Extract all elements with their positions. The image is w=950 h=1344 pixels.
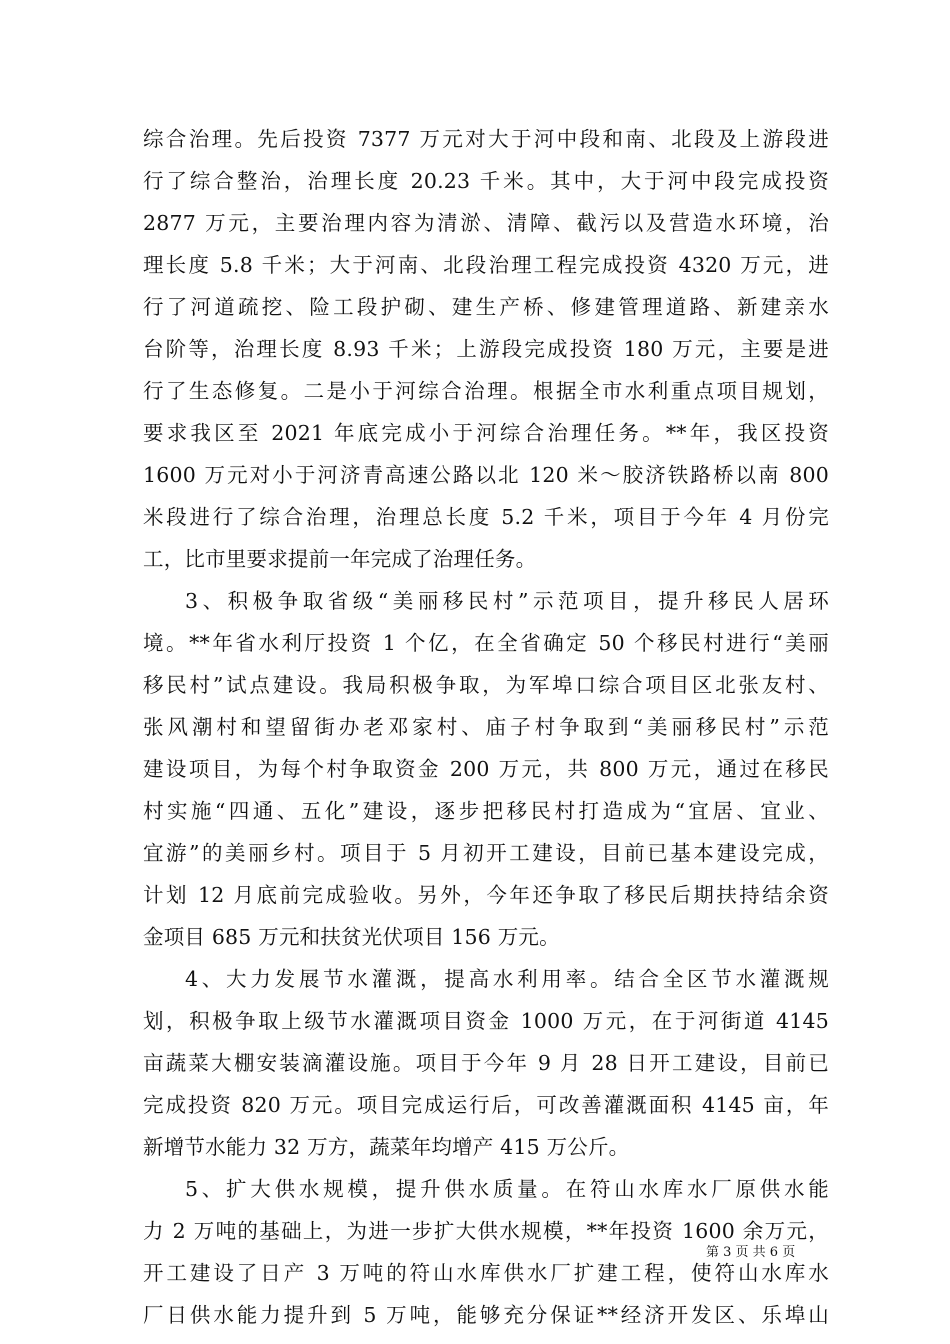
text-line: 行了综合整治，治理长度 20.23 千米。其中，大于河中段完成投资 bbox=[143, 169, 829, 193]
paragraph-start-line: 3、积极争取省级“美丽移民村”示范项目，提升移民人居环 bbox=[185, 589, 829, 613]
text-line: 宜游”的美丽乡村。项目于 5 月初开工建设，目前已基本建设完成， bbox=[143, 841, 829, 865]
text-line: 力 2 万吨的基础上，为进一步扩大供水规模，**年投资 1600 余万元， bbox=[143, 1219, 829, 1243]
text-line: 村实施“四通、五化”建设，逐步把移民村打造成为“宜居、宜业、 bbox=[143, 799, 829, 823]
text-line: 新增节水能力 32 万方，蔬菜年均增产 415 万公斤。 bbox=[143, 1135, 630, 1159]
text-line: 境。**年省水利厅投资 1 个亿，在全省确定 50 个移民村进行“美丽 bbox=[143, 631, 829, 655]
text-line: 行了河道疏挖、险工段护砌、建生产桥、修建管理道路、新建亲水 bbox=[143, 295, 829, 319]
text-line: 要求我区至 2021 年底完成小于河综合治理任务。**年，我区投资 bbox=[143, 421, 829, 445]
body-text bbox=[143, 118, 829, 1336]
paragraph-start-line: 4、大力发展节水灌溉，提高水利用率。结合全区节水灌溉规 bbox=[185, 967, 829, 991]
text-line: 张风潮村和望留街办老邓家村、庙子村争取到“美丽移民村”示范 bbox=[143, 715, 829, 739]
text-line: 亩蔬菜大棚安装滴灌设施。项目于今年 9 月 28 日开工建设，目前已 bbox=[143, 1051, 829, 1075]
paragraph-start-line: 5、扩大供水规模，提升供水质量。在符山水库水厂原供水能 bbox=[185, 1177, 829, 1201]
text-line: 完成投资 820 万元。项目完成运行后，可改善灌溉面积 4145 亩，年 bbox=[143, 1093, 829, 1117]
text-line: 综合治理。先后投资 7377 万元对大于河中段和南、北段及上游段进 bbox=[143, 127, 829, 151]
text-line: 工，比市里要求提前一年完成了治理任务。 bbox=[143, 547, 537, 571]
text-line: 1600 万元对小于河济青高速公路以北 120 米～胶济铁路桥以南 800 bbox=[143, 463, 829, 487]
text-line: 行了生态修复。二是小于河综合治理。根据全市水利重点项目规划， bbox=[143, 379, 829, 403]
text-line: 计划 12 月底前完成验收。另外，今年还争取了移民后期扶持结余资 bbox=[143, 883, 829, 907]
text-line: 移民村”试点建设。我局积极争取，为军埠口综合项目区北张友村、 bbox=[143, 673, 829, 697]
text-line: 建设项目，为每个村争取资金 200 万元，共 800 万元，通过在移民 bbox=[143, 757, 829, 781]
text-line: 2877 万元，主要治理内容为清淤、清障、截污以及营造水环境，治 bbox=[143, 211, 829, 235]
text-line: 金项目 685 万元和扶贫光伏项目 156 万元。 bbox=[143, 925, 560, 949]
text-line: 划，积极争取上级节水灌溉项目资金 1000 万元，在于河街道 4145 bbox=[143, 1009, 829, 1033]
text-line: 开工建设了日产 3 万吨的符山水库供水厂扩建工程，使符山水库水 bbox=[143, 1261, 829, 1285]
page-number-footer: 第 3 页 共 6 页 bbox=[706, 1245, 796, 1260]
text-line: 台阶等，治理长度 8.93 千米；上游段完成投资 180 万元，主要是进 bbox=[143, 337, 829, 361]
text-line: 理长度 5.8 千米；大于河南、北段治理工程完成投资 4320 万元，进 bbox=[143, 253, 829, 277]
text-line: 厂日供水能力提升到 5 万吨，能够充分保证**经济开发区、乐埠山 bbox=[143, 1303, 829, 1327]
text-line: 米段进行了综合治理，治理总长度 5.2 千米，项目于今年 4 月份完 bbox=[143, 505, 829, 529]
